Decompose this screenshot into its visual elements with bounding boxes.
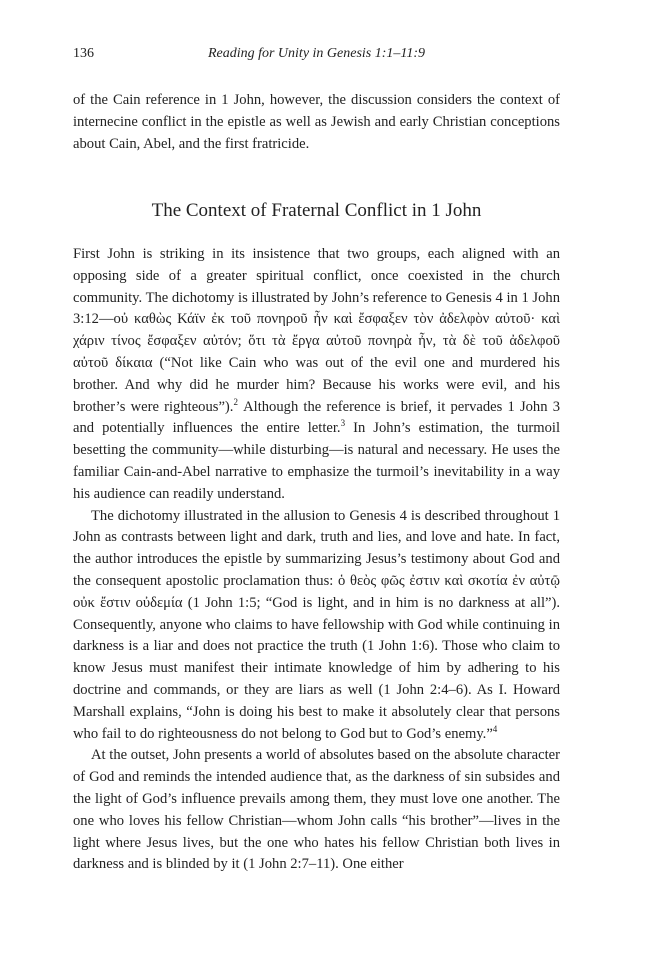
paragraph-3: At the outset, John presents a world of absolutes based on the absolute character of God and reminds the intended audience that, as the darkness of sin subsides and the light of God’s influence prevails among them, they must love one another. The one who loves his fellow Christian—whom John calls “his brother”—lives in the light where Jesus lives, but the one who hates his fellow Christian both lives in darkness and is blinded by it (1 John 2:7–11). One either [73,747,560,873]
paragraph-1-text-c: In John’s estimation, the turmoil besetting the community—while disturbing—is natural and necessary. He uses the familiar Cain-and-Abel narrative to emphasize the turmoil’s inevitability in a way his audience can readily understand. [73,420,560,502]
running-title: Reading for Unity in Genesis 1:1–11:9 [207,46,426,61]
paragraph-1-text-b: Although the reference is brief, it pervades 1 John 3 and potentially influences the entire letter. [73,398,560,437]
footnote-ref-2[interactable]: 2 [233,396,238,407]
section-body [73,244,560,876]
section-heading: The Context of Fraternal Conflict in 1 John [151,200,482,221]
intro-paragraph: of the Cain reference in 1 John, however, the discussion considers the context of internecine conflict in the epistle as well as Jewish and early Christian conceptions about Cain, Abel, and the first fratricide. [73,92,560,152]
page-header [73,44,560,64]
paragraph-1-text-a: First John is striking in its insistence that two groups, each aligned with an opposing side of a greater spiritual conflict, once coexisted in the church community. The dichotomy is illustrated by John’s reference to Genesis 4 in 1 John 3:12—οὐ καθὼς Κάϊν ἐκ τοῦ πονηροῦ ἦν καὶ ἔσφαξεν τὸν ἀδελφὸν αὐτοῦ· καὶ χάριν τίνος ἔσφαξεν αὐτόν; ὅτι τὰ ἔργα αὐτοῦ πονηρὰ ἦν, τὰ δὲ τοῦ ἀδελφοῦ αὐτοῦ δίκαια (“Not like Cain who was out of the evil one and murdered his brother. And why did he murder him? Because his works were evil, and his brother’s were righteous”). [73,246,560,415]
intro-paragraph-block [73,90,560,155]
paragraph-2-text-a: The dichotomy illustrated in the allusion to Genesis 4 is described throughout 1 John as contrasts between light and dark, truth and lies, and love and hate. In fact, the author introduces the epistle by summarizing Jesus’s testimony about God and the consequent apostolic proclamation thus: ὁ θεὸς φῶς ἐστιν καὶ σκοτία ἐν αὐτῷ οὐκ ἔστιν οὐδεμία (1 John 1:5; “God is light, and in him is no darkness at all”). Consequently, anyone who claims to have fellowship with God while continuing in darkness is a liar and does not practice the truth (1 John 1:6). Those who claim to know Jesus must manifest their intimate knowledge of him by adhering to his doctrine and commands, or they are liars as well (1 John 2:4–6). As I. Howard Marshall explains, “John is doing his best to make it absolutely clear that persons who fail to do righteousness do not belong to God but to God’s enemy.” [73,507,560,742]
paragraph-2 [73,506,560,746]
footnote-ref-3[interactable]: 3 [340,418,346,429]
footnote-ref-4[interactable]: 4 [492,723,498,734]
page-number: 136 [73,46,94,61]
paragraph-1 [73,244,560,506]
